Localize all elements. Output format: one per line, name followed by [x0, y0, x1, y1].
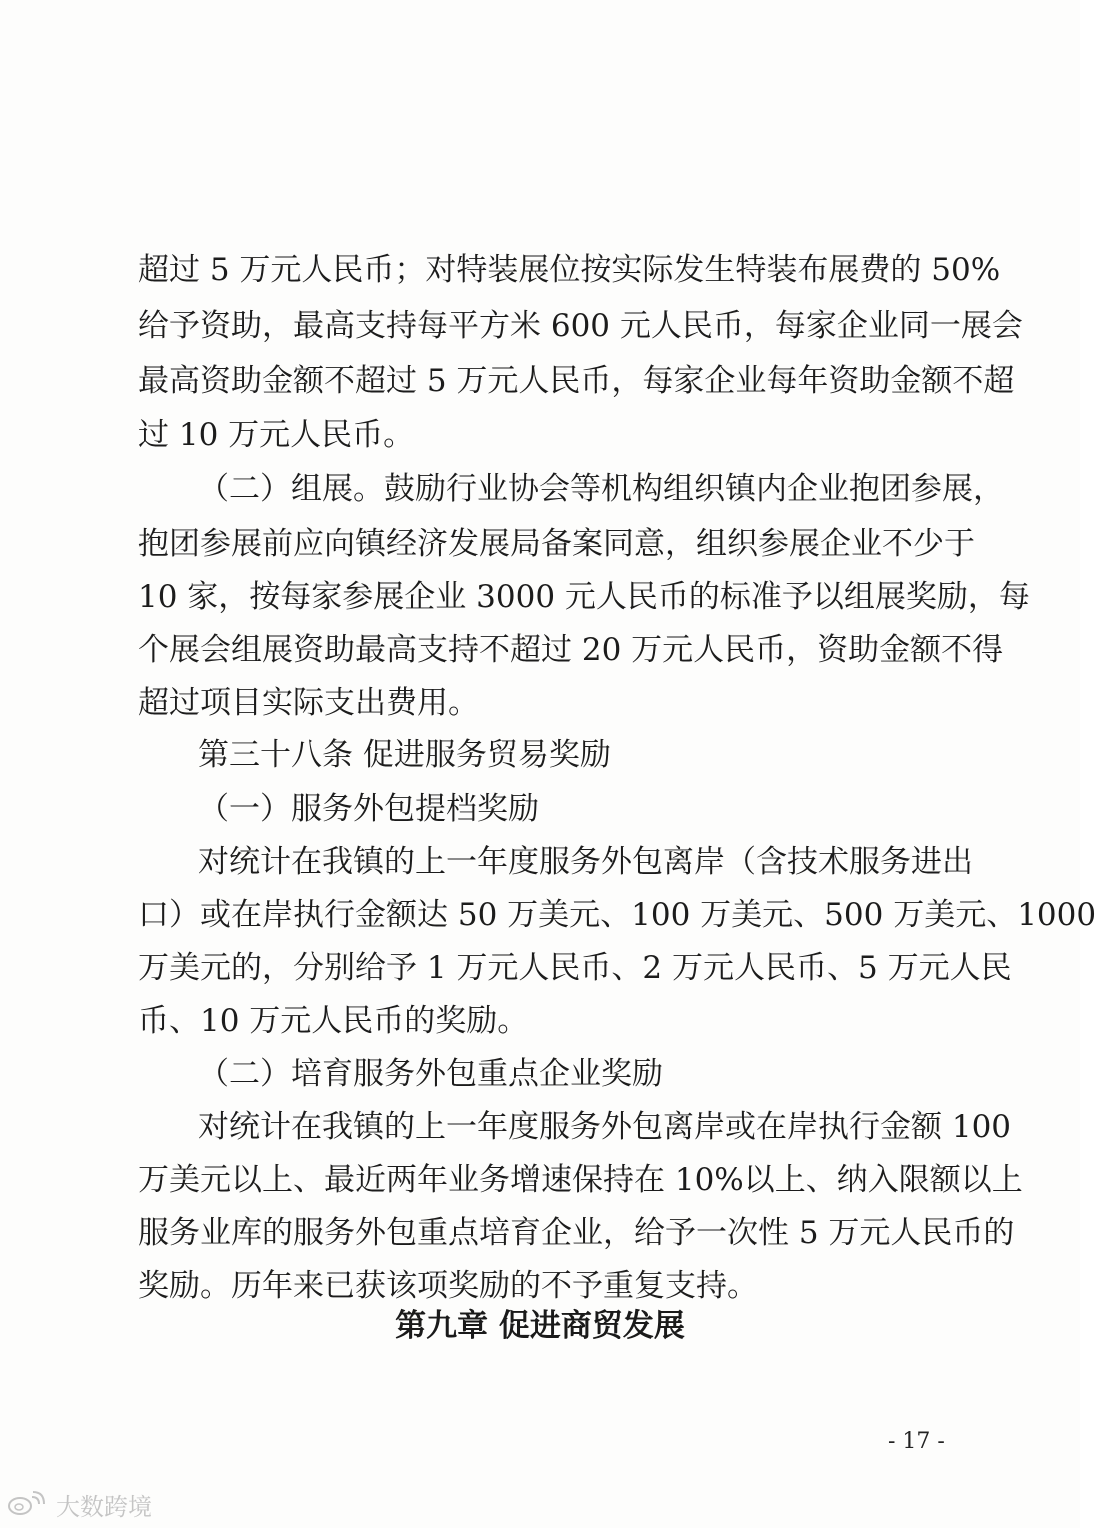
line-text: 10 家，按每家参展企业 3000 元人民币的标准予以组展奖励，每 — [138, 579, 1030, 615]
section-heading — [0, 1054, 1080, 1094]
paragraph-line — [0, 1266, 1080, 1306]
paragraph-line — [0, 630, 1080, 670]
line-text: 给予资助，最高支持每平方米 600 元人民币，每家企业同一展会 — [138, 308, 1023, 344]
paragraph-line — [0, 683, 1080, 723]
paragraph-line — [0, 250, 1080, 290]
watermark-text: 大数跨境 — [56, 1492, 152, 1521]
paragraph-line — [0, 1160, 1080, 1200]
line-text: 抱团参展前应向镇经济发展局备案同意，组织参展企业不少于 — [138, 526, 975, 562]
paragraph-line — [0, 1213, 1080, 1253]
line-text: 过 10 万元人民币。 — [138, 417, 415, 453]
paragraph-line — [0, 469, 1080, 509]
paragraph-line — [0, 948, 1080, 988]
paragraph-line — [0, 1107, 1080, 1147]
paragraph-line — [0, 306, 1080, 346]
paragraph-line — [0, 524, 1080, 564]
line-text: 超过项目实际支出费用。 — [138, 685, 479, 721]
line-text: 服务业库的服务外包重点培育企业，给予一次性 5 万元人民币的 — [138, 1215, 1015, 1251]
line-text: 最高资助金额不超过 5 万元人民币，每家企业每年资助金额不超 — [138, 363, 1015, 399]
line-text: （一）服务外包提档奖励 — [198, 791, 539, 827]
line-text: 奖励。历年来已获该项奖励的不予重复支持。 — [138, 1268, 758, 1304]
section-heading — [0, 789, 1080, 829]
line-text: 超过 5 万元人民币；对特装展位按实际发生特装布展费的 50% — [138, 252, 1001, 288]
line-text: 币、10 万元人民币的奖励。 — [138, 1003, 529, 1039]
line-text: 口）或在岸执行金额达 50 万美元、100 万美元、500 万美元、1000 — [138, 897, 1096, 933]
line-text: 对统计在我镇的上一年度服务外包离岸或在岸执行金额 100 — [198, 1109, 1012, 1145]
paragraph-line — [0, 577, 1080, 617]
paragraph-line — [0, 1001, 1080, 1041]
line-text: 对统计在我镇的上一年度服务外包离岸（含技术服务进出 — [198, 844, 973, 880]
weibo-logo-icon — [6, 1491, 50, 1517]
line-text: 万美元的，分别给予 1 万元人民币、2 万元人民币、5 万元人民 — [138, 950, 1012, 986]
paragraph-line — [0, 361, 1080, 401]
line-text: 个展会组展资助最高支持不超过 20 万元人民币，资助金额不得 — [138, 632, 1004, 668]
watermark — [6, 1488, 152, 1520]
line-text: 万美元以上、最近两年业务增速保持在 10%以上、纳入限额以上 — [138, 1162, 1023, 1198]
paragraph-line — [0, 895, 1096, 935]
paragraph-line — [0, 842, 1080, 882]
line-text: 第三十八条 促进服务贸易奖励 — [198, 737, 611, 773]
line-text: （二）培育服务外包重点企业奖励 — [198, 1056, 663, 1092]
line-text: （二）组展。鼓励行业协会等机构组织镇内企业抱团参展， — [198, 471, 1004, 507]
page-number: - 17 - — [888, 1429, 945, 1454]
article-heading — [0, 735, 1080, 775]
paragraph-line — [0, 415, 1080, 455]
chapter-heading: 第九章 促进商贸发展 — [395, 1308, 685, 1344]
